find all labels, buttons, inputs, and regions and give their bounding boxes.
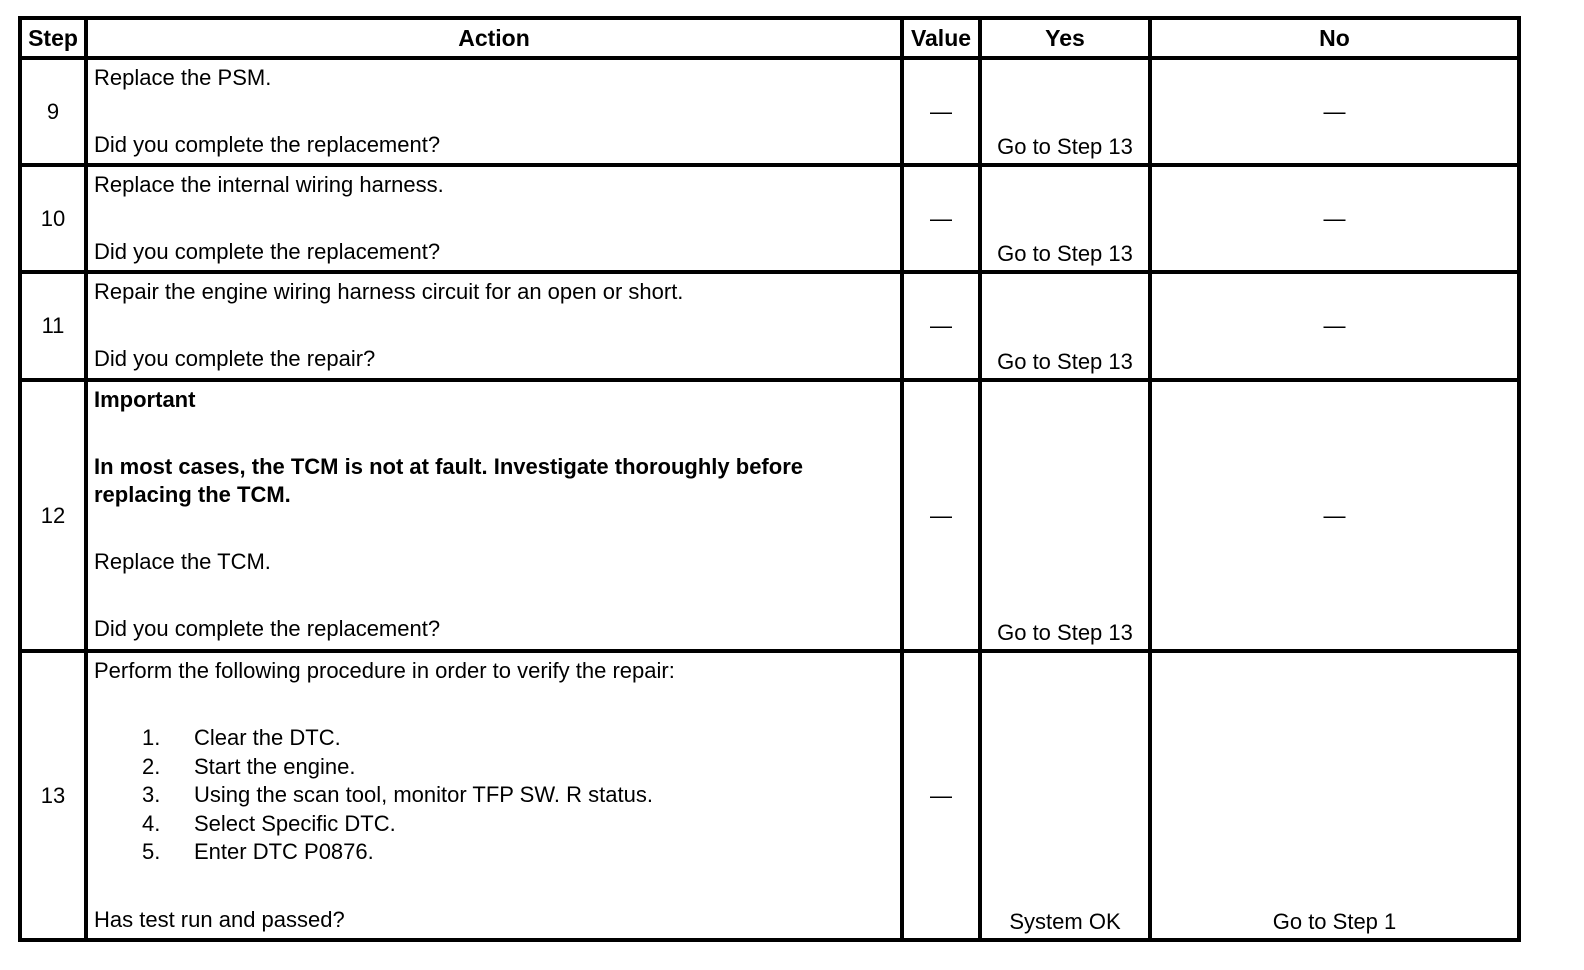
yes-cell: Go to Step 13 [980,272,1150,379]
yes-cell: System OK [980,651,1150,940]
no-cell: — [1150,58,1519,165]
action-cell [86,651,902,940]
action-cell [86,58,902,165]
important-note: In most cases, the TCM is not at fault. Investigate thoroughly before replacing the TCM. [94,453,803,507]
action-text: Replace the TCM. [94,548,271,574]
yes-cell: Go to Step 13 [980,165,1150,272]
value-cell: — [902,272,980,379]
table-row [20,651,1519,940]
step-number: 9 [20,58,86,165]
action-cell [86,380,902,652]
step-number: 12 [20,380,86,652]
value-cell: — [902,651,980,940]
action-cell [86,272,902,379]
step-number: 13 [20,651,86,940]
header-yes: Yes [980,18,1150,58]
header-no: No [1150,18,1519,58]
no-cell: — [1150,272,1519,379]
list-item: 2. Start the engine. [142,753,356,779]
table-row [20,272,1519,379]
table-row [20,380,1519,652]
header-action: Action [86,18,902,58]
action-text: Replace the internal wiring harness. [94,172,444,198]
procedure-list [94,724,894,867]
important-label: Important [94,386,196,412]
step-number: 10 [20,165,86,272]
no-cell: — [1150,165,1519,272]
no-cell: Go to Step 1 [1150,651,1519,940]
action-text: Repair the engine wiring harness circuit for an open or short. [94,279,684,305]
action-question: Did you complete the replacement? [94,239,441,265]
list-item: 4. Select Specific DTC. [142,810,396,836]
header-row [20,18,1519,58]
table-row [20,165,1519,272]
list-item: 1. Clear the DTC. [142,725,341,751]
table-row [20,58,1519,165]
value-cell: — [902,165,980,272]
header-step: Step [20,18,86,58]
step-number: 11 [20,272,86,379]
action-cell [86,165,902,272]
action-question: Did you complete the replacement? [94,132,441,157]
value-cell: — [902,58,980,165]
yes-cell: Go to Step 13 [980,380,1150,652]
list-item: 3. Using the scan tool, monitor TFP SW. R status. [142,782,653,808]
header-value: Value [902,18,980,58]
value-cell: — [902,380,980,652]
diagnostic-table [18,16,1521,942]
action-intro: Perform the following procedure in order to verify the repair: [94,658,675,684]
yes-cell: Go to Step 13 [980,58,1150,165]
action-question: Has test run and passed? [94,906,345,932]
action-text: Replace the PSM. [94,65,272,90]
action-question: Did you complete the replacement? [94,615,441,641]
action-question: Did you complete the repair? [94,346,376,372]
no-cell: — [1150,380,1519,652]
list-item: 5. Enter DTC P0876. [142,839,374,865]
